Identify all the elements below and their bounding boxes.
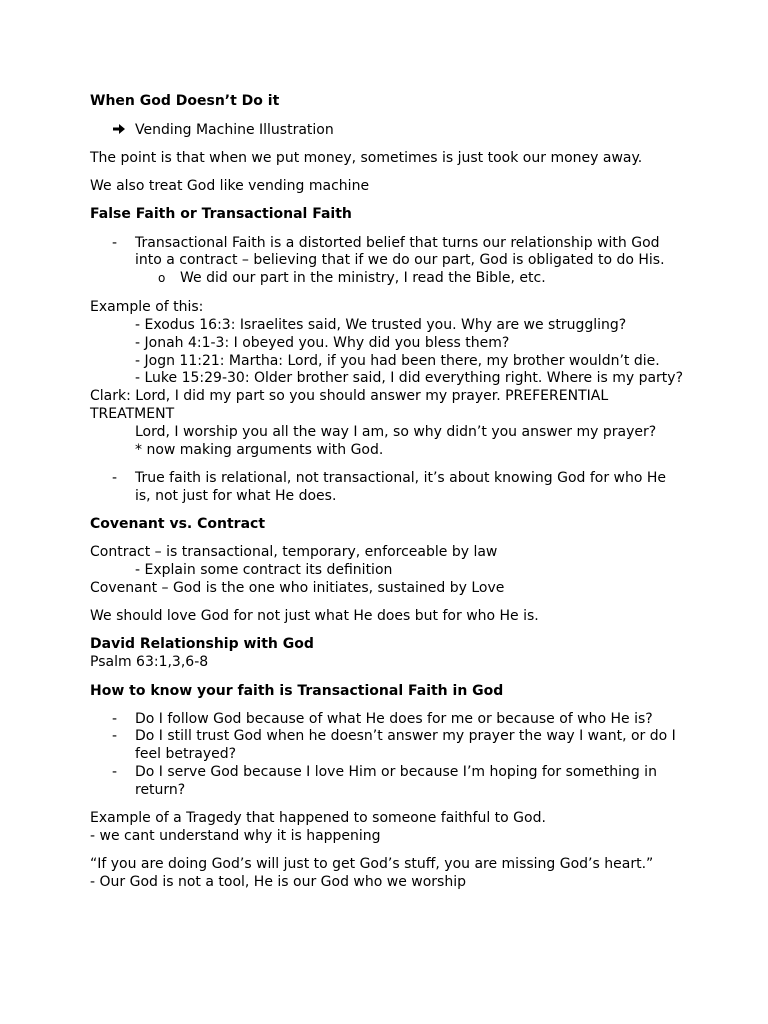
bullet-text: True faith is relational, not transactional, it’s about knowing God for who He — [135, 470, 667, 486]
bullet-text: into a contract – believing that if we do our part, God is obligated to do His. — [135, 252, 665, 268]
bullet-dash: - — [112, 235, 118, 251]
sub-bullet-marker: o — [158, 271, 166, 285]
paragraph: TREATMENT — [90, 406, 175, 422]
paragraph: Contract – is transactional, temporary, enforceable by law — [90, 544, 498, 560]
bullet-text: return? — [135, 782, 186, 798]
paragraph: - we cant understand why it is happening — [90, 828, 381, 844]
paragraph: We also treat God like vending machine — [90, 178, 370, 194]
arrow-list-item: Vending Machine Illustration — [135, 122, 334, 138]
paragraph: - Explain some contract its definition — [135, 562, 393, 578]
bullet-dash: - — [112, 728, 118, 744]
paragraph: Psalm 63:1,3,6-8 — [90, 654, 209, 670]
example-item: - Jonah 4:1-3: I obeyed you. Why did you bless them? — [135, 335, 510, 351]
sub-bullet-text: We did our part in the ministry, I read the Bible, etc. — [180, 270, 546, 286]
section-heading: How to know your faith is Transactional Faith in God — [90, 683, 504, 699]
paragraph: We should love God for not just what He does but for who He is. — [90, 608, 539, 624]
bullet-text: is, not just for what He does. — [135, 488, 337, 504]
example-item: - Jogn 11:21: Martha: Lord, if you had been there, my brother wouldn’t die. — [135, 353, 660, 369]
example-item: - Luke 15:29-30: Older brother said, I did everything right. Where is my party? — [135, 370, 684, 386]
section-heading: David Relationship with God — [90, 636, 314, 652]
bullet-dash: - — [112, 470, 118, 486]
bullet-text: Do I serve God because I love Him or because I’m hoping for something in — [135, 764, 657, 780]
right-arrow-icon — [112, 120, 126, 143]
paragraph: Clark: Lord, I did my part so you should answer my prayer. PREFERENTIAL — [90, 388, 609, 404]
bullet-dash: - — [112, 711, 118, 727]
bullet-text: Do I still trust God when he doesn’t answer my prayer the way I want, or do I — [135, 728, 676, 744]
example-item: - Exodus 16:3: Israelites said, We trusted you. Why are we struggling? — [135, 317, 627, 333]
bullet-text: Do I follow God because of what He does for me or because of who He is? — [135, 711, 653, 727]
bullet-text: Transactional Faith is a distorted belief that turns our relationship with God — [135, 235, 660, 251]
paragraph: Covenant – God is the one who initiates, sustained by Love — [90, 580, 505, 596]
paragraph: Example of a Tragedy that happened to someone faithful to God. — [90, 810, 546, 826]
quote: “If you are doing God’s will just to get God’s stuff, you are missing God’s heart.” — [90, 856, 654, 872]
paragraph: Lord, I worship you all the way I am, so why didn’t you answer my prayer? — [135, 424, 657, 440]
paragraph: - Our God is not a tool, He is our God who we worship — [90, 874, 466, 890]
doc-title: When God Doesn’t Do it — [90, 93, 280, 109]
section-heading: Covenant vs. Contract — [90, 516, 266, 532]
bullet-dash: - — [112, 764, 118, 780]
example-label: Example of this: — [90, 299, 204, 315]
bullet-text: feel betrayed? — [135, 746, 237, 762]
paragraph: The point is that when we put money, sometimes is just took our money away. — [90, 150, 643, 166]
paragraph: * now making arguments with God. — [135, 442, 384, 458]
section-heading: False Faith or Transactional Faith — [90, 206, 352, 222]
